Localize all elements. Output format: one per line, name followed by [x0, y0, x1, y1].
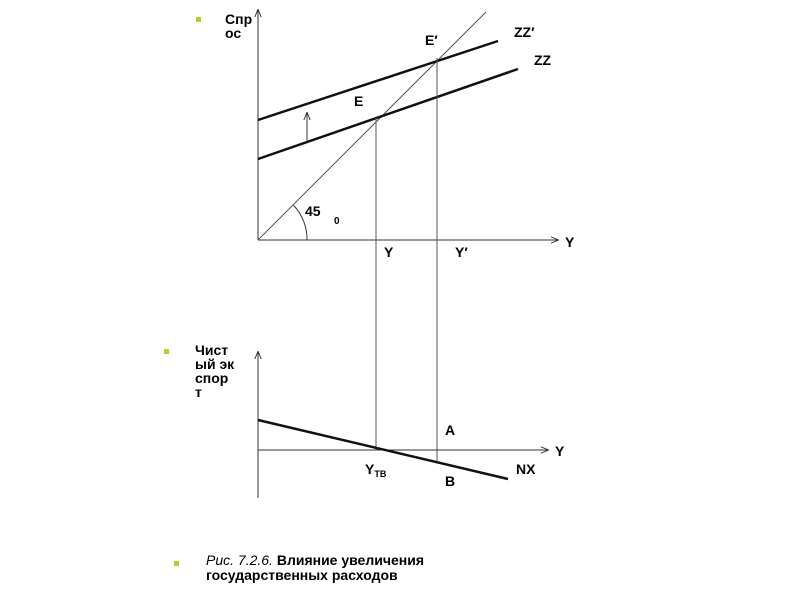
line-45-degree — [258, 12, 486, 240]
y-tb-sub: ТВ — [374, 469, 387, 479]
net-export-axis-label: Чистый экспорт — [195, 342, 235, 400]
point-b-label: B — [445, 473, 456, 489]
angle-45-label: 45 — [305, 203, 321, 219]
zz-line — [258, 69, 518, 159]
y-tb-label — [365, 461, 387, 479]
top-x-axis-label: Y — [565, 234, 575, 250]
point-e-label: E — [354, 93, 364, 109]
figure-ref: Рис. 7.2.6. — [206, 552, 273, 568]
y-tb-main: Y — [365, 461, 375, 477]
zz-prime-label: ZZ′ — [514, 24, 535, 40]
y-label: Y — [384, 244, 394, 260]
y-prime-label: Y′ — [455, 244, 468, 260]
angle-degree-mark: 0 — [334, 216, 340, 227]
demand-axis-label: Спрос — [225, 11, 253, 41]
point-e-prime-label: E′ — [425, 32, 438, 48]
zz-prime-line — [258, 41, 498, 120]
zz-label: ZZ — [534, 52, 552, 68]
bottom-x-axis-label: Y — [555, 443, 565, 459]
point-a-label: A — [445, 422, 456, 438]
nx-label: NX — [516, 461, 536, 477]
figure-caption-text: Влияние увеличения государственных расходов — [206, 552, 424, 583]
